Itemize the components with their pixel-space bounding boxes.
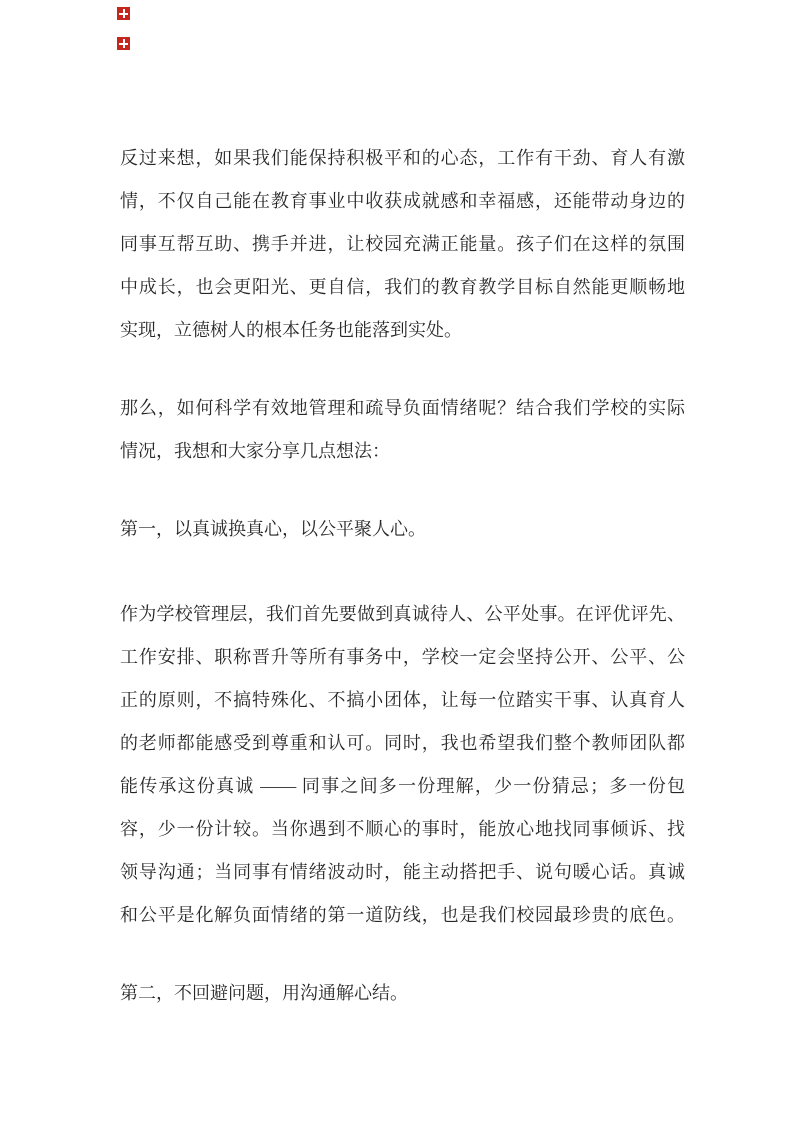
paragraph <box>120 593 685 937</box>
red-seal-glyph <box>117 37 130 50</box>
section-heading <box>120 972 685 1015</box>
document-page <box>120 137 685 1015</box>
text-line: 那么，如何科学有效地管理和疏导负面情绪呢？结合我们学校的实际 <box>120 398 685 418</box>
text-line: 容，少一份计较。当你遇到不顺心的事时，能放心地找同事倾诉、找 <box>120 819 685 839</box>
text-line: 反过来想，如果我们能保持积极平和的心态，工作有干劲、育人有激 <box>120 148 685 168</box>
text-line: 同事互帮互助、携手并进，让校园充满正能量。孩子们在这样的氛围 <box>120 234 685 254</box>
text-line: 情况，我想和大家分享几点想法： <box>120 441 390 461</box>
text-line: 和公平是化解负面情绪的第一道防线，也是我们校园最珍贵的底色。 <box>120 905 685 925</box>
text-line: 情，不仅自己能在教育事业中收获成就感和幸福感，还能带动身边的 <box>120 191 685 211</box>
watermark <box>117 7 130 67</box>
text-line: 的老师都能感受到尊重和认可。同时，我也希望我们整个教师团队都 <box>120 733 685 753</box>
paragraph <box>120 137 685 352</box>
text-line: 实现，立德树人的根本任务也能落到实处。 <box>120 320 462 340</box>
text-line: 作为学校管理层，我们首先要做到真诚待人、公平处事。在评优评先、 <box>120 604 685 624</box>
section-heading-line: 第二，不回避问题，用沟通解心结。 <box>120 983 408 1003</box>
section-heading <box>120 508 685 551</box>
paragraph <box>120 387 685 473</box>
section-heading-line: 第一，以真诚换真心，以公平聚人心。 <box>120 519 426 539</box>
text-line: 能传承这份真诚 —— 同事之间多一份理解，少一份猜忌；多一份包 <box>120 776 685 796</box>
text-line: 领导沟通；当同事有情绪波动时，能主动搭把手、说句暖心话。真诚 <box>120 862 685 882</box>
text-line: 中成长，也会更阳光、更自信，我们的教育教学目标自然能更顺畅地 <box>120 277 685 297</box>
text-line: 工作安排、职称晋升等所有事务中，学校一定会坚持公开、公平、公 <box>120 647 685 667</box>
text-line: 正的原则，不搞特殊化、不搞小团体，让每一位踏实干事、认真育人 <box>120 690 685 710</box>
red-seal-glyph <box>117 7 130 20</box>
